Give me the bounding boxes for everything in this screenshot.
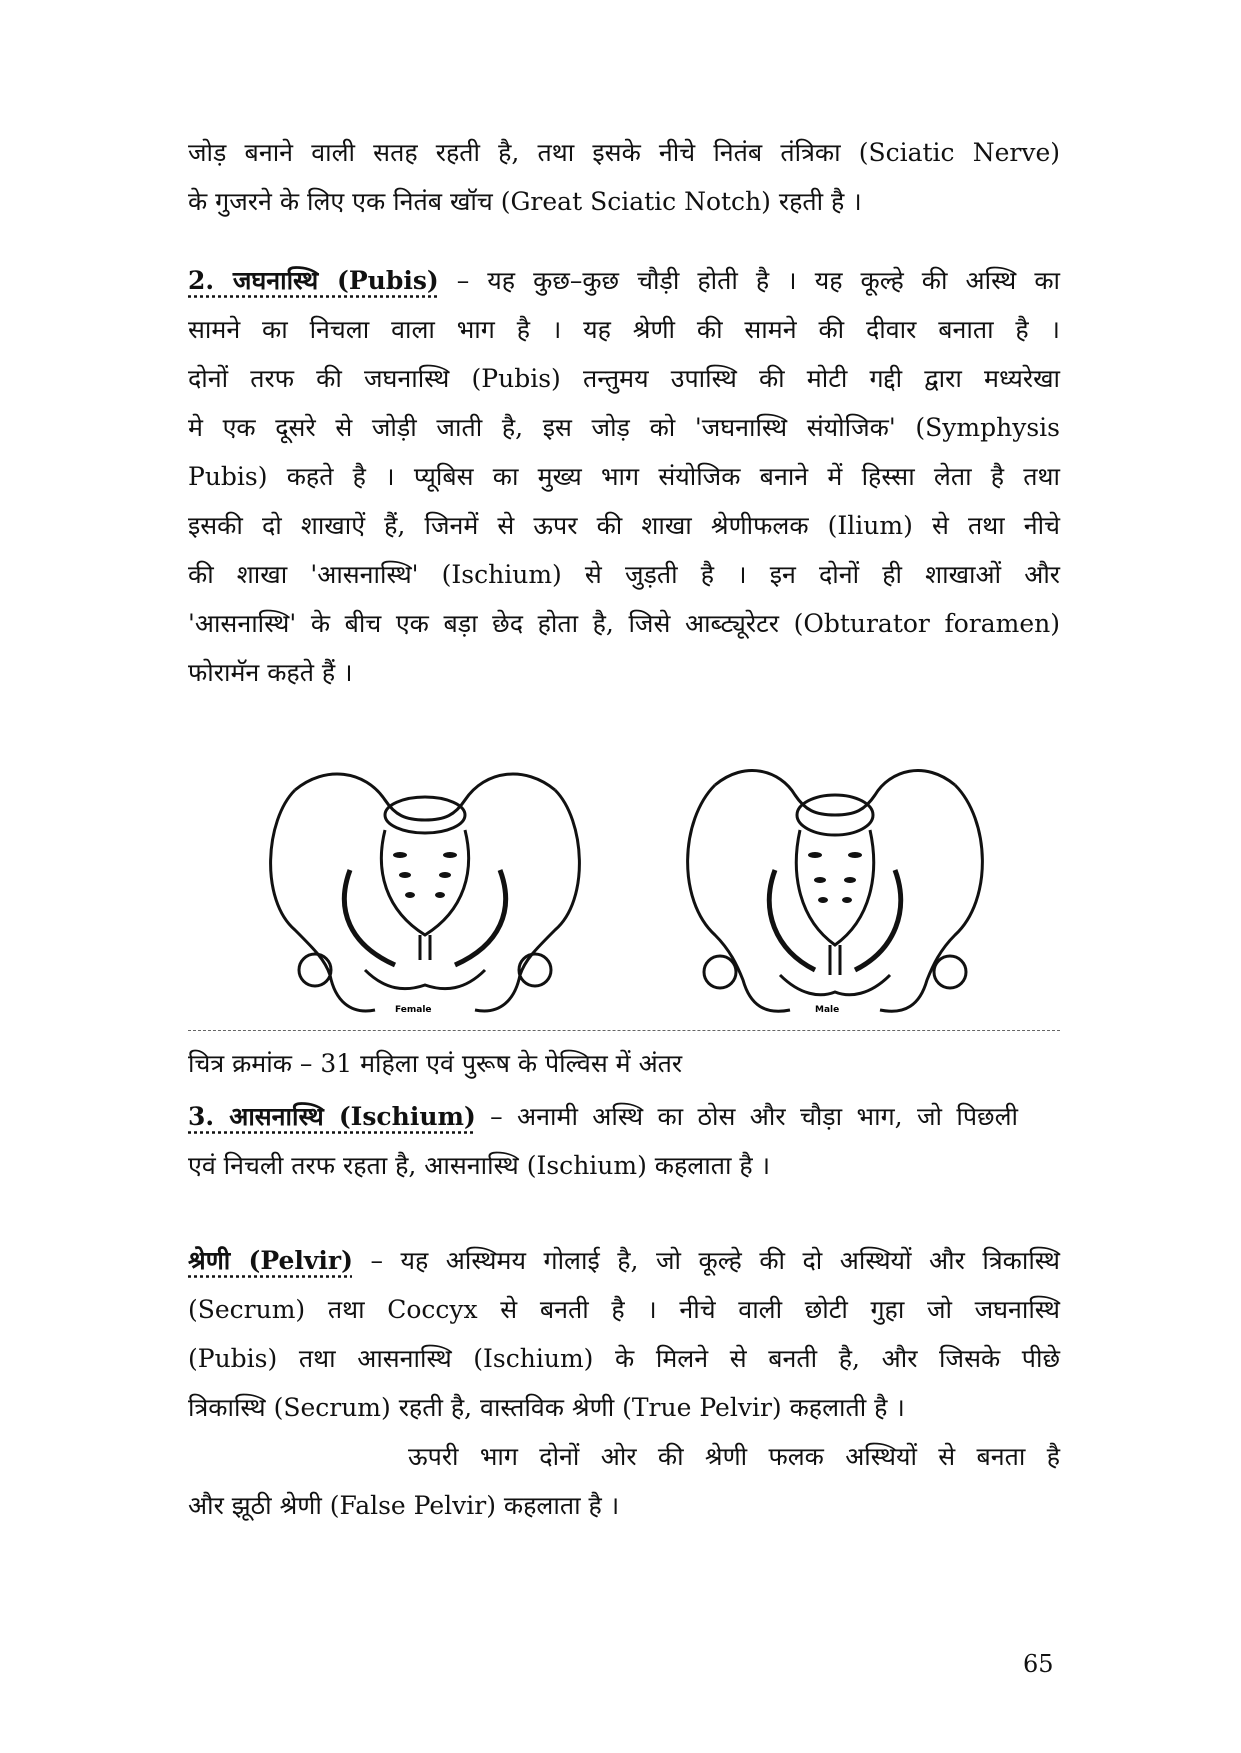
text-line: की शाखा 'आसनास्थि' (Ischium) से जुड़ती है । इन दोनों ही शाखाओं और bbox=[188, 560, 1060, 589]
text-line: मे एक दूसरे से जोड़ी जाती है, इस जोड़ को 'जघनास्थि संयोजिक' (Symphysis bbox=[188, 413, 1060, 442]
paragraph-ischium bbox=[188, 1092, 1018, 1190]
text-line: दोनों तरफ की जघनास्थि (Pubis) तन्तुमय उपास्थि की मोटी गद्दी द्वारा मध्यरेखा bbox=[188, 364, 1060, 393]
text-line: फोरामॅन कहते हैं । bbox=[188, 658, 353, 687]
text-line: और झूठी श्रेणी (False Pelvir) कहलाता है । bbox=[188, 1491, 620, 1520]
text-line bbox=[188, 256, 1060, 305]
text-line: 'आसनास्थि' के बीच एक बड़ा छेद होता है, जिसे आब्ट्यूरेटर (Obturator foramen) bbox=[188, 609, 1060, 638]
paragraph-pubis bbox=[188, 256, 1060, 697]
text-span: – यह अस्थिमय गोलाई है, जो कूल्हे की दो अस्थियों और त्रिकास्थि bbox=[352, 1246, 1060, 1275]
paragraph-false-pelvis bbox=[188, 1432, 1060, 1530]
text-line bbox=[188, 1092, 1018, 1141]
text-line: एवं निचली तरफ रहता है, आसनास्थि (Ischium) कहलाता है । bbox=[188, 1151, 771, 1180]
text-line: (Pubis) तथा आसनास्थि (Ischium) के मिलने से बनती है, और जिसके पीछे bbox=[188, 1344, 1060, 1373]
page-number: 65 bbox=[1023, 1650, 1054, 1678]
text-line: (Secrum) तथा Coccyx से बनती है । नीचे वाली छोटी गुहा जो जघनास्थि bbox=[188, 1295, 1060, 1324]
text-span: – यह कुछ–कुछ चौड़ी होती है । यह कूल्हे की अस्थि का bbox=[438, 266, 1060, 295]
text-line: सामने का निचला वाला भाग है । यह श्रेणी की सामने की दीवार बनाता है । bbox=[188, 315, 1060, 344]
text-line: ऊपरी भाग दोनों ओर की श्रेणी फलक अस्थियों से बनता है bbox=[408, 1442, 1060, 1471]
text-line bbox=[188, 1236, 1060, 1285]
section-heading-pubis: 2. जघनास्थि (Pubis) bbox=[188, 266, 439, 295]
male-pelvis-illustration bbox=[665, 760, 1005, 1022]
section-heading-ischium: 3. आसनास्थि (Ischium) bbox=[188, 1102, 476, 1131]
paragraph-ilium-end bbox=[188, 128, 1060, 226]
figure-divider bbox=[188, 1030, 1060, 1031]
text-line: त्रिकास्थि (Secrum) रहती है, वास्तविक श्रेणी (True Pelvir) कहलाती है । bbox=[188, 1393, 905, 1422]
text-span: – अनामी अस्थि का ठोस और चौड़ा भाग, जो पिछली bbox=[475, 1102, 1018, 1131]
male-label: Male bbox=[815, 1005, 840, 1015]
male-pelvis-drawing bbox=[665, 760, 1005, 1022]
text-line: Pubis) कहते है । प्यूबिस का मुख्य भाग संयोजिक बनाने में हिस्सा लेता है तथा bbox=[188, 462, 1060, 491]
paragraph-pelvis bbox=[188, 1236, 1060, 1432]
female-pelvis-drawing bbox=[255, 760, 595, 1022]
pelvis-comparison-figure bbox=[255, 760, 1085, 1022]
figure-caption: चित्र क्रमांक – 31 महिला एवं पुरूष के पेल्विस में अंतर bbox=[188, 1049, 683, 1078]
female-pelvis-illustration bbox=[255, 760, 595, 1022]
female-label: Female bbox=[395, 1005, 432, 1015]
text-line: इसकी दो शाखाऐं हैं, जिनमें से ऊपर की शाखा श्रेणीफलक (Ilium) से तथा नीचे bbox=[188, 511, 1060, 540]
text-line: के गुजरने के लिए एक नितंब खॉच (Great Sciatic Notch) रहती है । bbox=[188, 187, 862, 216]
section-heading-pelvis: श्रेणी (Pelvir) bbox=[188, 1246, 353, 1275]
text-line: जोड़ बनाने वाली सतह रहती है, तथा इसके नीचे नितंब तंत्रिका (Sciatic Nerve) bbox=[188, 138, 1060, 167]
